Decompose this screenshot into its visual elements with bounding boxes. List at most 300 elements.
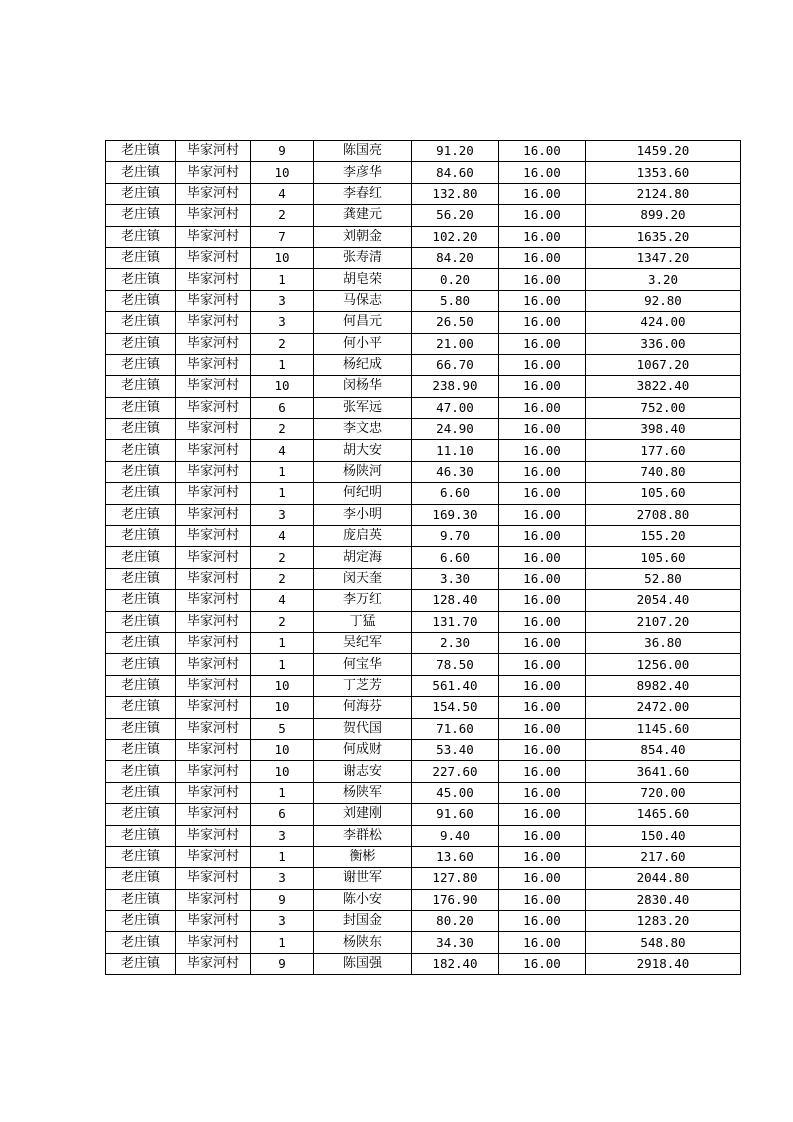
group-cell: 10	[251, 761, 314, 782]
table-row	[106, 483, 741, 504]
name-cell: 封国金	[314, 911, 412, 932]
amount-cell: 1283.20	[586, 911, 741, 932]
table-row	[106, 247, 741, 268]
name-cell: 杨陕军	[314, 782, 412, 803]
group-cell: 4	[251, 183, 314, 204]
area-cell: 34.30	[412, 932, 499, 953]
amount-cell: 2472.00	[586, 697, 741, 718]
group-cell: 1	[251, 461, 314, 482]
amount-cell: 177.60	[586, 440, 741, 461]
table-row	[106, 568, 741, 589]
group-cell: 10	[251, 697, 314, 718]
amount-cell: 899.20	[586, 205, 741, 226]
amount-cell: 548.80	[586, 932, 741, 953]
name-cell: 何小平	[314, 333, 412, 354]
amount-cell: 424.00	[586, 312, 741, 333]
group-cell: 10	[251, 675, 314, 696]
name-cell: 何纪明	[314, 483, 412, 504]
table-row	[106, 419, 741, 440]
group-cell: 10	[251, 247, 314, 268]
amount-cell: 92.80	[586, 290, 741, 311]
town-cell: 老庄镇	[106, 889, 176, 910]
table-row	[106, 162, 741, 183]
amount-cell: 336.00	[586, 333, 741, 354]
amount-cell: 150.40	[586, 825, 741, 846]
town-cell: 老庄镇	[106, 205, 176, 226]
table-row	[106, 290, 741, 311]
town-cell: 老庄镇	[106, 611, 176, 632]
village-cell: 毕家河村	[176, 461, 251, 482]
village-cell: 毕家河村	[176, 312, 251, 333]
town-cell: 老庄镇	[106, 354, 176, 375]
name-cell: 李群松	[314, 825, 412, 846]
village-cell: 毕家河村	[176, 526, 251, 547]
table-row	[106, 504, 741, 525]
name-cell: 胡皂荣	[314, 269, 412, 290]
price-cell: 16.00	[499, 868, 586, 889]
town-cell: 老庄镇	[106, 846, 176, 867]
table-row	[106, 718, 741, 739]
price-cell: 16.00	[499, 162, 586, 183]
price-cell: 16.00	[499, 526, 586, 547]
amount-cell: 1067.20	[586, 354, 741, 375]
name-cell: 丁芝芳	[314, 675, 412, 696]
table-row	[106, 354, 741, 375]
town-cell: 老庄镇	[106, 739, 176, 760]
amount-cell: 1347.20	[586, 247, 741, 268]
village-cell: 毕家河村	[176, 205, 251, 226]
price-cell: 16.00	[499, 654, 586, 675]
area-cell: 66.70	[412, 354, 499, 375]
table-row	[106, 183, 741, 204]
town-cell: 老庄镇	[106, 761, 176, 782]
village-cell: 毕家河村	[176, 697, 251, 718]
town-cell: 老庄镇	[106, 547, 176, 568]
village-cell: 毕家河村	[176, 761, 251, 782]
name-cell: 李春红	[314, 183, 412, 204]
name-cell: 刘朝金	[314, 226, 412, 247]
amount-cell: 52.80	[586, 568, 741, 589]
price-cell: 16.00	[499, 247, 586, 268]
village-cell: 毕家河村	[176, 141, 251, 162]
group-cell: 1	[251, 483, 314, 504]
group-cell: 2	[251, 547, 314, 568]
area-cell: 3.30	[412, 568, 499, 589]
table-row	[106, 675, 741, 696]
area-cell: 84.20	[412, 247, 499, 268]
group-cell: 5	[251, 718, 314, 739]
group-cell: 4	[251, 526, 314, 547]
price-cell: 16.00	[499, 953, 586, 974]
table-row	[106, 205, 741, 226]
group-cell: 1	[251, 269, 314, 290]
town-cell: 老庄镇	[106, 483, 176, 504]
village-cell: 毕家河村	[176, 739, 251, 760]
village-cell: 毕家河村	[176, 247, 251, 268]
area-cell: 13.60	[412, 846, 499, 867]
town-cell: 老庄镇	[106, 953, 176, 974]
area-cell: 102.20	[412, 226, 499, 247]
price-cell: 16.00	[499, 697, 586, 718]
price-cell: 16.00	[499, 611, 586, 632]
town-cell: 老庄镇	[106, 226, 176, 247]
group-cell: 10	[251, 162, 314, 183]
town-cell: 老庄镇	[106, 183, 176, 204]
village-cell: 毕家河村	[176, 376, 251, 397]
table-row	[106, 825, 741, 846]
area-cell: 0.20	[412, 269, 499, 290]
price-cell: 16.00	[499, 226, 586, 247]
price-cell: 16.00	[499, 825, 586, 846]
table-row	[106, 911, 741, 932]
village-cell: 毕家河村	[176, 889, 251, 910]
amount-cell: 752.00	[586, 397, 741, 418]
amount-cell: 3822.40	[586, 376, 741, 397]
price-cell: 16.00	[499, 590, 586, 611]
price-cell: 16.00	[499, 269, 586, 290]
area-cell: 6.60	[412, 547, 499, 568]
table-row	[106, 269, 741, 290]
name-cell: 陈国亮	[314, 141, 412, 162]
village-cell: 毕家河村	[176, 568, 251, 589]
price-cell: 16.00	[499, 183, 586, 204]
village-cell: 毕家河村	[176, 932, 251, 953]
area-cell: 182.40	[412, 953, 499, 974]
price-cell: 16.00	[499, 718, 586, 739]
amount-cell: 2918.40	[586, 953, 741, 974]
village-cell: 毕家河村	[176, 226, 251, 247]
price-cell: 16.00	[499, 739, 586, 760]
table-row	[106, 739, 741, 760]
group-cell: 2	[251, 205, 314, 226]
town-cell: 老庄镇	[106, 718, 176, 739]
village-cell: 毕家河村	[176, 354, 251, 375]
group-cell: 9	[251, 953, 314, 974]
amount-cell: 1353.60	[586, 162, 741, 183]
town-cell: 老庄镇	[106, 632, 176, 653]
price-cell: 16.00	[499, 675, 586, 696]
name-cell: 陈小安	[314, 889, 412, 910]
village-cell: 毕家河村	[176, 397, 251, 418]
price-cell: 16.00	[499, 205, 586, 226]
village-cell: 毕家河村	[176, 440, 251, 461]
name-cell: 何宝华	[314, 654, 412, 675]
group-cell: 3	[251, 911, 314, 932]
village-cell: 毕家河村	[176, 162, 251, 183]
amount-cell: 1459.20	[586, 141, 741, 162]
table-row	[106, 632, 741, 653]
table-row	[106, 141, 741, 162]
area-cell: 24.90	[412, 419, 499, 440]
price-cell: 16.00	[499, 932, 586, 953]
amount-cell: 2044.80	[586, 868, 741, 889]
price-cell: 16.00	[499, 483, 586, 504]
table-row	[106, 654, 741, 675]
amount-cell: 1145.60	[586, 718, 741, 739]
area-cell: 238.90	[412, 376, 499, 397]
village-cell: 毕家河村	[176, 632, 251, 653]
amount-cell: 217.60	[586, 846, 741, 867]
area-cell: 176.90	[412, 889, 499, 910]
area-cell: 21.00	[412, 333, 499, 354]
price-cell: 16.00	[499, 440, 586, 461]
name-cell: 闵天奎	[314, 568, 412, 589]
subsidy-table	[105, 140, 741, 975]
area-cell: 9.70	[412, 526, 499, 547]
village-cell: 毕家河村	[176, 611, 251, 632]
town-cell: 老庄镇	[106, 312, 176, 333]
group-cell: 1	[251, 354, 314, 375]
town-cell: 老庄镇	[106, 333, 176, 354]
group-cell: 9	[251, 889, 314, 910]
group-cell: 9	[251, 141, 314, 162]
group-cell: 2	[251, 568, 314, 589]
town-cell: 老庄镇	[106, 568, 176, 589]
price-cell: 16.00	[499, 397, 586, 418]
price-cell: 16.00	[499, 141, 586, 162]
area-cell: 132.80	[412, 183, 499, 204]
table-row	[106, 889, 741, 910]
village-cell: 毕家河村	[176, 333, 251, 354]
name-cell: 胡定海	[314, 547, 412, 568]
town-cell: 老庄镇	[106, 675, 176, 696]
amount-cell: 2054.40	[586, 590, 741, 611]
name-cell: 贺代国	[314, 718, 412, 739]
price-cell: 16.00	[499, 461, 586, 482]
group-cell: 2	[251, 333, 314, 354]
price-cell: 16.00	[499, 846, 586, 867]
village-cell: 毕家河村	[176, 590, 251, 611]
area-cell: 6.60	[412, 483, 499, 504]
town-cell: 老庄镇	[106, 825, 176, 846]
town-cell: 老庄镇	[106, 247, 176, 268]
table-row	[106, 333, 741, 354]
area-cell: 47.00	[412, 397, 499, 418]
table-row	[106, 461, 741, 482]
name-cell: 李小明	[314, 504, 412, 525]
group-cell: 10	[251, 376, 314, 397]
name-cell: 庞启英	[314, 526, 412, 547]
amount-cell: 2107.20	[586, 611, 741, 632]
town-cell: 老庄镇	[106, 654, 176, 675]
price-cell: 16.00	[499, 632, 586, 653]
area-cell: 561.40	[412, 675, 499, 696]
table-row	[106, 932, 741, 953]
group-cell: 3	[251, 312, 314, 333]
table-row	[106, 697, 741, 718]
price-cell: 16.00	[499, 419, 586, 440]
village-cell: 毕家河村	[176, 718, 251, 739]
name-cell: 李彦华	[314, 162, 412, 183]
area-cell: 128.40	[412, 590, 499, 611]
town-cell: 老庄镇	[106, 141, 176, 162]
area-cell: 5.80	[412, 290, 499, 311]
amount-cell: 2708.80	[586, 504, 741, 525]
table-row	[106, 526, 741, 547]
name-cell: 何昌元	[314, 312, 412, 333]
amount-cell: 1256.00	[586, 654, 741, 675]
group-cell: 10	[251, 739, 314, 760]
name-cell: 谢志安	[314, 761, 412, 782]
amount-cell: 155.20	[586, 526, 741, 547]
amount-cell: 3641.60	[586, 761, 741, 782]
table-row	[106, 440, 741, 461]
amount-cell: 105.60	[586, 483, 741, 504]
price-cell: 16.00	[499, 333, 586, 354]
area-cell: 26.50	[412, 312, 499, 333]
table-row	[106, 782, 741, 803]
price-cell: 16.00	[499, 547, 586, 568]
group-cell: 3	[251, 290, 314, 311]
table-row	[106, 868, 741, 889]
village-cell: 毕家河村	[176, 504, 251, 525]
name-cell: 刘建刚	[314, 804, 412, 825]
price-cell: 16.00	[499, 354, 586, 375]
price-cell: 16.00	[499, 911, 586, 932]
group-cell: 6	[251, 804, 314, 825]
village-cell: 毕家河村	[176, 419, 251, 440]
amount-cell: 2830.40	[586, 889, 741, 910]
town-cell: 老庄镇	[106, 782, 176, 803]
group-cell: 1	[251, 654, 314, 675]
table-row	[106, 590, 741, 611]
name-cell: 杨陕河	[314, 461, 412, 482]
price-cell: 16.00	[499, 782, 586, 803]
town-cell: 老庄镇	[106, 461, 176, 482]
area-cell: 11.10	[412, 440, 499, 461]
group-cell: 1	[251, 932, 314, 953]
town-cell: 老庄镇	[106, 590, 176, 611]
amount-cell: 3.20	[586, 269, 741, 290]
amount-cell: 8982.40	[586, 675, 741, 696]
town-cell: 老庄镇	[106, 290, 176, 311]
village-cell: 毕家河村	[176, 911, 251, 932]
group-cell: 3	[251, 825, 314, 846]
group-cell: 2	[251, 611, 314, 632]
area-cell: 131.70	[412, 611, 499, 632]
name-cell: 杨纪成	[314, 354, 412, 375]
town-cell: 老庄镇	[106, 932, 176, 953]
village-cell: 毕家河村	[176, 846, 251, 867]
village-cell: 毕家河村	[176, 654, 251, 675]
name-cell: 闵杨华	[314, 376, 412, 397]
price-cell: 16.00	[499, 889, 586, 910]
area-cell: 45.00	[412, 782, 499, 803]
table-row	[106, 312, 741, 333]
name-cell: 衡彬	[314, 846, 412, 867]
village-cell: 毕家河村	[176, 804, 251, 825]
name-cell: 马保志	[314, 290, 412, 311]
amount-cell: 1465.60	[586, 804, 741, 825]
area-cell: 91.60	[412, 804, 499, 825]
town-cell: 老庄镇	[106, 911, 176, 932]
town-cell: 老庄镇	[106, 162, 176, 183]
area-cell: 71.60	[412, 718, 499, 739]
village-cell: 毕家河村	[176, 183, 251, 204]
town-cell: 老庄镇	[106, 697, 176, 718]
price-cell: 16.00	[499, 312, 586, 333]
group-cell: 1	[251, 632, 314, 653]
name-cell: 李文忠	[314, 419, 412, 440]
village-cell: 毕家河村	[176, 782, 251, 803]
name-cell: 何海芬	[314, 697, 412, 718]
town-cell: 老庄镇	[106, 504, 176, 525]
area-cell: 56.20	[412, 205, 499, 226]
name-cell: 陈国强	[314, 953, 412, 974]
price-cell: 16.00	[499, 376, 586, 397]
area-cell: 227.60	[412, 761, 499, 782]
village-cell: 毕家河村	[176, 675, 251, 696]
table-row	[106, 547, 741, 568]
town-cell: 老庄镇	[106, 868, 176, 889]
name-cell: 李万红	[314, 590, 412, 611]
group-cell: 7	[251, 226, 314, 247]
town-cell: 老庄镇	[106, 804, 176, 825]
town-cell: 老庄镇	[106, 440, 176, 461]
table-row	[106, 376, 741, 397]
amount-cell: 2124.80	[586, 183, 741, 204]
area-cell: 80.20	[412, 911, 499, 932]
name-cell: 张寿清	[314, 247, 412, 268]
name-cell: 何成财	[314, 739, 412, 760]
town-cell: 老庄镇	[106, 397, 176, 418]
name-cell: 丁猛	[314, 611, 412, 632]
name-cell: 谢世军	[314, 868, 412, 889]
name-cell: 胡大安	[314, 440, 412, 461]
name-cell: 吴纪军	[314, 632, 412, 653]
amount-cell: 720.00	[586, 782, 741, 803]
town-cell: 老庄镇	[106, 376, 176, 397]
group-cell: 1	[251, 782, 314, 803]
village-cell: 毕家河村	[176, 825, 251, 846]
area-cell: 169.30	[412, 504, 499, 525]
village-cell: 毕家河村	[176, 483, 251, 504]
table-row	[106, 804, 741, 825]
area-cell: 91.20	[412, 141, 499, 162]
amount-cell: 1635.20	[586, 226, 741, 247]
area-cell: 127.80	[412, 868, 499, 889]
village-cell: 毕家河村	[176, 547, 251, 568]
group-cell: 4	[251, 590, 314, 611]
amount-cell: 398.40	[586, 419, 741, 440]
amount-cell: 36.80	[586, 632, 741, 653]
group-cell: 3	[251, 868, 314, 889]
area-cell: 78.50	[412, 654, 499, 675]
area-cell: 53.40	[412, 739, 499, 760]
group-cell: 3	[251, 504, 314, 525]
village-cell: 毕家河村	[176, 269, 251, 290]
group-cell: 2	[251, 419, 314, 440]
group-cell: 1	[251, 846, 314, 867]
area-cell: 154.50	[412, 697, 499, 718]
table-row	[106, 846, 741, 867]
name-cell: 龚建元	[314, 205, 412, 226]
table-row	[106, 397, 741, 418]
price-cell: 16.00	[499, 761, 586, 782]
village-cell: 毕家河村	[176, 290, 251, 311]
price-cell: 16.00	[499, 568, 586, 589]
amount-cell: 854.40	[586, 739, 741, 760]
area-cell: 9.40	[412, 825, 499, 846]
area-cell: 84.60	[412, 162, 499, 183]
amount-cell: 740.80	[586, 461, 741, 482]
town-cell: 老庄镇	[106, 526, 176, 547]
table-body	[106, 141, 741, 975]
table-row	[106, 611, 741, 632]
name-cell: 张军远	[314, 397, 412, 418]
name-cell: 杨陕东	[314, 932, 412, 953]
amount-cell: 105.60	[586, 547, 741, 568]
